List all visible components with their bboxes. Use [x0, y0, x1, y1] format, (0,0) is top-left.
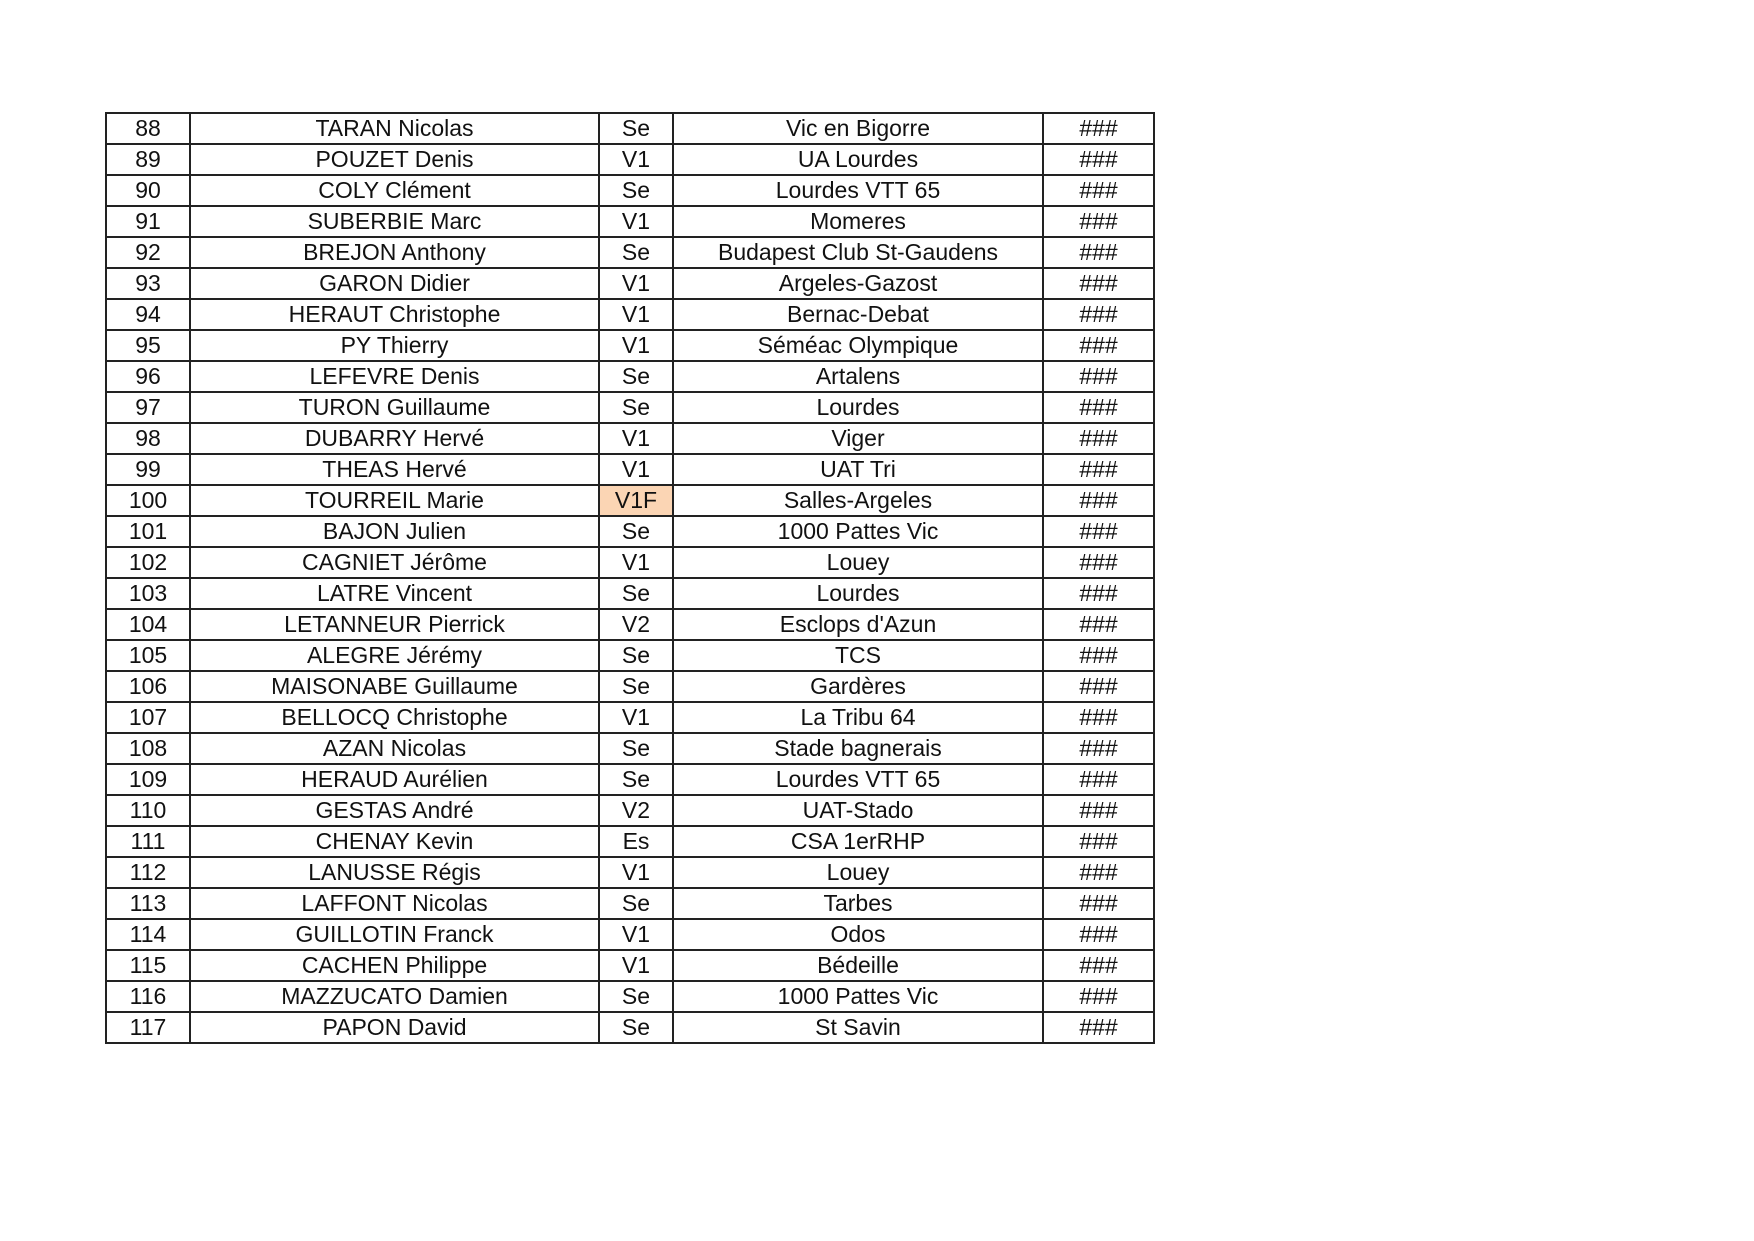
table-row [106, 640, 1154, 671]
bib-number-cell: 111 [106, 826, 190, 857]
bib-number-cell: 105 [106, 640, 190, 671]
runner-name-cell: POUZET Denis [190, 144, 599, 175]
bib-number-cell: 99 [106, 454, 190, 485]
club-cell: CSA 1erRHP [673, 826, 1043, 857]
category-cell: V1 [599, 330, 673, 361]
club-cell: Stade bagnerais [673, 733, 1043, 764]
table-row [106, 857, 1154, 888]
table-row [106, 361, 1154, 392]
runner-name-cell: GESTAS André [190, 795, 599, 826]
time-cell: ### [1043, 888, 1154, 919]
club-cell: 1000 Pattes Vic [673, 516, 1043, 547]
table-row [106, 795, 1154, 826]
club-cell: 1000 Pattes Vic [673, 981, 1043, 1012]
table-row [106, 950, 1154, 981]
category-cell: Se [599, 361, 673, 392]
time-cell: ### [1043, 206, 1154, 237]
category-cell: V1 [599, 547, 673, 578]
time-cell: ### [1043, 299, 1154, 330]
table-row [106, 578, 1154, 609]
table-row [106, 826, 1154, 857]
time-cell: ### [1043, 175, 1154, 206]
results-sheet [105, 112, 1155, 1044]
runner-name-cell: BELLOCQ Christophe [190, 702, 599, 733]
bib-number-cell: 89 [106, 144, 190, 175]
bib-number-cell: 100 [106, 485, 190, 516]
table-row [106, 144, 1154, 175]
runner-name-cell: BAJON Julien [190, 516, 599, 547]
time-cell: ### [1043, 237, 1154, 268]
runner-name-cell: PY Thierry [190, 330, 599, 361]
bib-number-cell: 114 [106, 919, 190, 950]
bib-number-cell: 107 [106, 702, 190, 733]
club-cell: Viger [673, 423, 1043, 454]
time-cell: ### [1043, 330, 1154, 361]
bib-number-cell: 95 [106, 330, 190, 361]
bib-number-cell: 109 [106, 764, 190, 795]
table-row [106, 237, 1154, 268]
club-cell: Bernac-Debat [673, 299, 1043, 330]
table-row [106, 268, 1154, 299]
bib-number-cell: 113 [106, 888, 190, 919]
bib-number-cell: 96 [106, 361, 190, 392]
table-row [106, 206, 1154, 237]
table-row [106, 733, 1154, 764]
table-row [106, 175, 1154, 206]
time-cell: ### [1043, 702, 1154, 733]
club-cell: UAT-Stado [673, 795, 1043, 826]
category-cell: Se [599, 516, 673, 547]
bib-number-cell: 94 [106, 299, 190, 330]
table-row [106, 1012, 1154, 1043]
runner-name-cell: THEAS Hervé [190, 454, 599, 485]
results-table-body [106, 113, 1154, 1043]
table-row [106, 764, 1154, 795]
table-row [106, 113, 1154, 144]
bib-number-cell: 90 [106, 175, 190, 206]
table-row [106, 981, 1154, 1012]
club-cell: Louey [673, 547, 1043, 578]
table-row [106, 702, 1154, 733]
time-cell: ### [1043, 361, 1154, 392]
category-cell: Se [599, 764, 673, 795]
time-cell: ### [1043, 516, 1154, 547]
time-cell: ### [1043, 764, 1154, 795]
time-cell: ### [1043, 578, 1154, 609]
club-cell: Lourdes VTT 65 [673, 764, 1043, 795]
category-cell: Se [599, 175, 673, 206]
time-cell: ### [1043, 981, 1154, 1012]
club-cell: Louey [673, 857, 1043, 888]
category-cell: V1 [599, 423, 673, 454]
bib-number-cell: 88 [106, 113, 190, 144]
time-cell: ### [1043, 919, 1154, 950]
table-row [106, 919, 1154, 950]
table-row [106, 392, 1154, 423]
runner-name-cell: SUBERBIE Marc [190, 206, 599, 237]
time-cell: ### [1043, 609, 1154, 640]
bib-number-cell: 101 [106, 516, 190, 547]
time-cell: ### [1043, 640, 1154, 671]
category-cell: Se [599, 392, 673, 423]
category-cell: Se [599, 1012, 673, 1043]
club-cell: Bédeille [673, 950, 1043, 981]
time-cell: ### [1043, 671, 1154, 702]
bib-number-cell: 104 [106, 609, 190, 640]
club-cell: Séméac Olympique [673, 330, 1043, 361]
club-cell: Budapest Club St-Gaudens [673, 237, 1043, 268]
category-cell: V2 [599, 795, 673, 826]
category-cell: Se [599, 578, 673, 609]
runner-name-cell: PAPON David [190, 1012, 599, 1043]
bib-number-cell: 93 [106, 268, 190, 299]
runner-name-cell: TURON Guillaume [190, 392, 599, 423]
club-cell: Tarbes [673, 888, 1043, 919]
club-cell: UAT Tri [673, 454, 1043, 485]
table-row [106, 454, 1154, 485]
category-cell: V1 [599, 857, 673, 888]
category-cell: Se [599, 671, 673, 702]
table-row [106, 485, 1154, 516]
category-cell: Se [599, 888, 673, 919]
bib-number-cell: 92 [106, 237, 190, 268]
time-cell: ### [1043, 423, 1154, 454]
category-cell: V2 [599, 609, 673, 640]
bib-number-cell: 91 [106, 206, 190, 237]
club-cell: La Tribu 64 [673, 702, 1043, 733]
bib-number-cell: 106 [106, 671, 190, 702]
bib-number-cell: 98 [106, 423, 190, 454]
time-cell: ### [1043, 547, 1154, 578]
category-cell: Se [599, 733, 673, 764]
category-cell: Se [599, 640, 673, 671]
club-cell: Vic en Bigorre [673, 113, 1043, 144]
runner-name-cell: COLY Clément [190, 175, 599, 206]
category-cell: V1 [599, 299, 673, 330]
club-cell: Momeres [673, 206, 1043, 237]
table-row [106, 609, 1154, 640]
club-cell: Lourdes [673, 578, 1043, 609]
runner-name-cell: CHENAY Kevin [190, 826, 599, 857]
category-cell: Se [599, 113, 673, 144]
category-cell: Se [599, 981, 673, 1012]
table-row [106, 547, 1154, 578]
runner-name-cell: LANUSSE Régis [190, 857, 599, 888]
bib-number-cell: 112 [106, 857, 190, 888]
time-cell: ### [1043, 268, 1154, 299]
time-cell: ### [1043, 485, 1154, 516]
time-cell: ### [1043, 795, 1154, 826]
club-cell: TCS [673, 640, 1043, 671]
runner-name-cell: ALEGRE Jérémy [190, 640, 599, 671]
bib-number-cell: 103 [106, 578, 190, 609]
table-row [106, 516, 1154, 547]
table-row [106, 423, 1154, 454]
runner-name-cell: HERAUD Aurélien [190, 764, 599, 795]
club-cell: Artalens [673, 361, 1043, 392]
bib-number-cell: 110 [106, 795, 190, 826]
bib-number-cell: 117 [106, 1012, 190, 1043]
category-cell: V1 [599, 702, 673, 733]
time-cell: ### [1043, 826, 1154, 857]
time-cell: ### [1043, 144, 1154, 175]
category-cell: V1F [599, 485, 673, 516]
club-cell: Lourdes [673, 392, 1043, 423]
club-cell: UA Lourdes [673, 144, 1043, 175]
runner-name-cell: TOURREIL Marie [190, 485, 599, 516]
category-cell: V1 [599, 268, 673, 299]
category-cell: Es [599, 826, 673, 857]
table-row [106, 888, 1154, 919]
category-cell: V1 [599, 919, 673, 950]
runner-name-cell: LEFEVRE Denis [190, 361, 599, 392]
results-table [105, 112, 1155, 1044]
bib-number-cell: 97 [106, 392, 190, 423]
category-cell: V1 [599, 144, 673, 175]
time-cell: ### [1043, 113, 1154, 144]
bib-number-cell: 102 [106, 547, 190, 578]
time-cell: ### [1043, 857, 1154, 888]
club-cell: Esclops d'Azun [673, 609, 1043, 640]
club-cell: Argeles-Gazost [673, 268, 1043, 299]
table-row [106, 299, 1154, 330]
category-cell: V1 [599, 206, 673, 237]
runner-name-cell: LAFFONT Nicolas [190, 888, 599, 919]
runner-name-cell: CACHEN Philippe [190, 950, 599, 981]
runner-name-cell: LATRE Vincent [190, 578, 599, 609]
time-cell: ### [1043, 454, 1154, 485]
runner-name-cell: LETANNEUR Pierrick [190, 609, 599, 640]
runner-name-cell: AZAN Nicolas [190, 733, 599, 764]
runner-name-cell: CAGNIET Jérôme [190, 547, 599, 578]
bib-number-cell: 108 [106, 733, 190, 764]
runner-name-cell: BREJON Anthony [190, 237, 599, 268]
time-cell: ### [1043, 1012, 1154, 1043]
time-cell: ### [1043, 733, 1154, 764]
time-cell: ### [1043, 950, 1154, 981]
category-cell: Se [599, 237, 673, 268]
bib-number-cell: 115 [106, 950, 190, 981]
bib-number-cell: 116 [106, 981, 190, 1012]
runner-name-cell: DUBARRY Hervé [190, 423, 599, 454]
club-cell: Lourdes VTT 65 [673, 175, 1043, 206]
category-cell: V1 [599, 454, 673, 485]
runner-name-cell: MAZZUCATO Damien [190, 981, 599, 1012]
runner-name-cell: TARAN Nicolas [190, 113, 599, 144]
runner-name-cell: GARON Didier [190, 268, 599, 299]
club-cell: St Savin [673, 1012, 1043, 1043]
category-cell: V1 [599, 950, 673, 981]
runner-name-cell: MAISONABE Guillaume [190, 671, 599, 702]
runner-name-cell: HERAUT Christophe [190, 299, 599, 330]
club-cell: Gardères [673, 671, 1043, 702]
table-row [106, 671, 1154, 702]
table-row [106, 330, 1154, 361]
time-cell: ### [1043, 392, 1154, 423]
club-cell: Odos [673, 919, 1043, 950]
runner-name-cell: GUILLOTIN Franck [190, 919, 599, 950]
club-cell: Salles-Argeles [673, 485, 1043, 516]
